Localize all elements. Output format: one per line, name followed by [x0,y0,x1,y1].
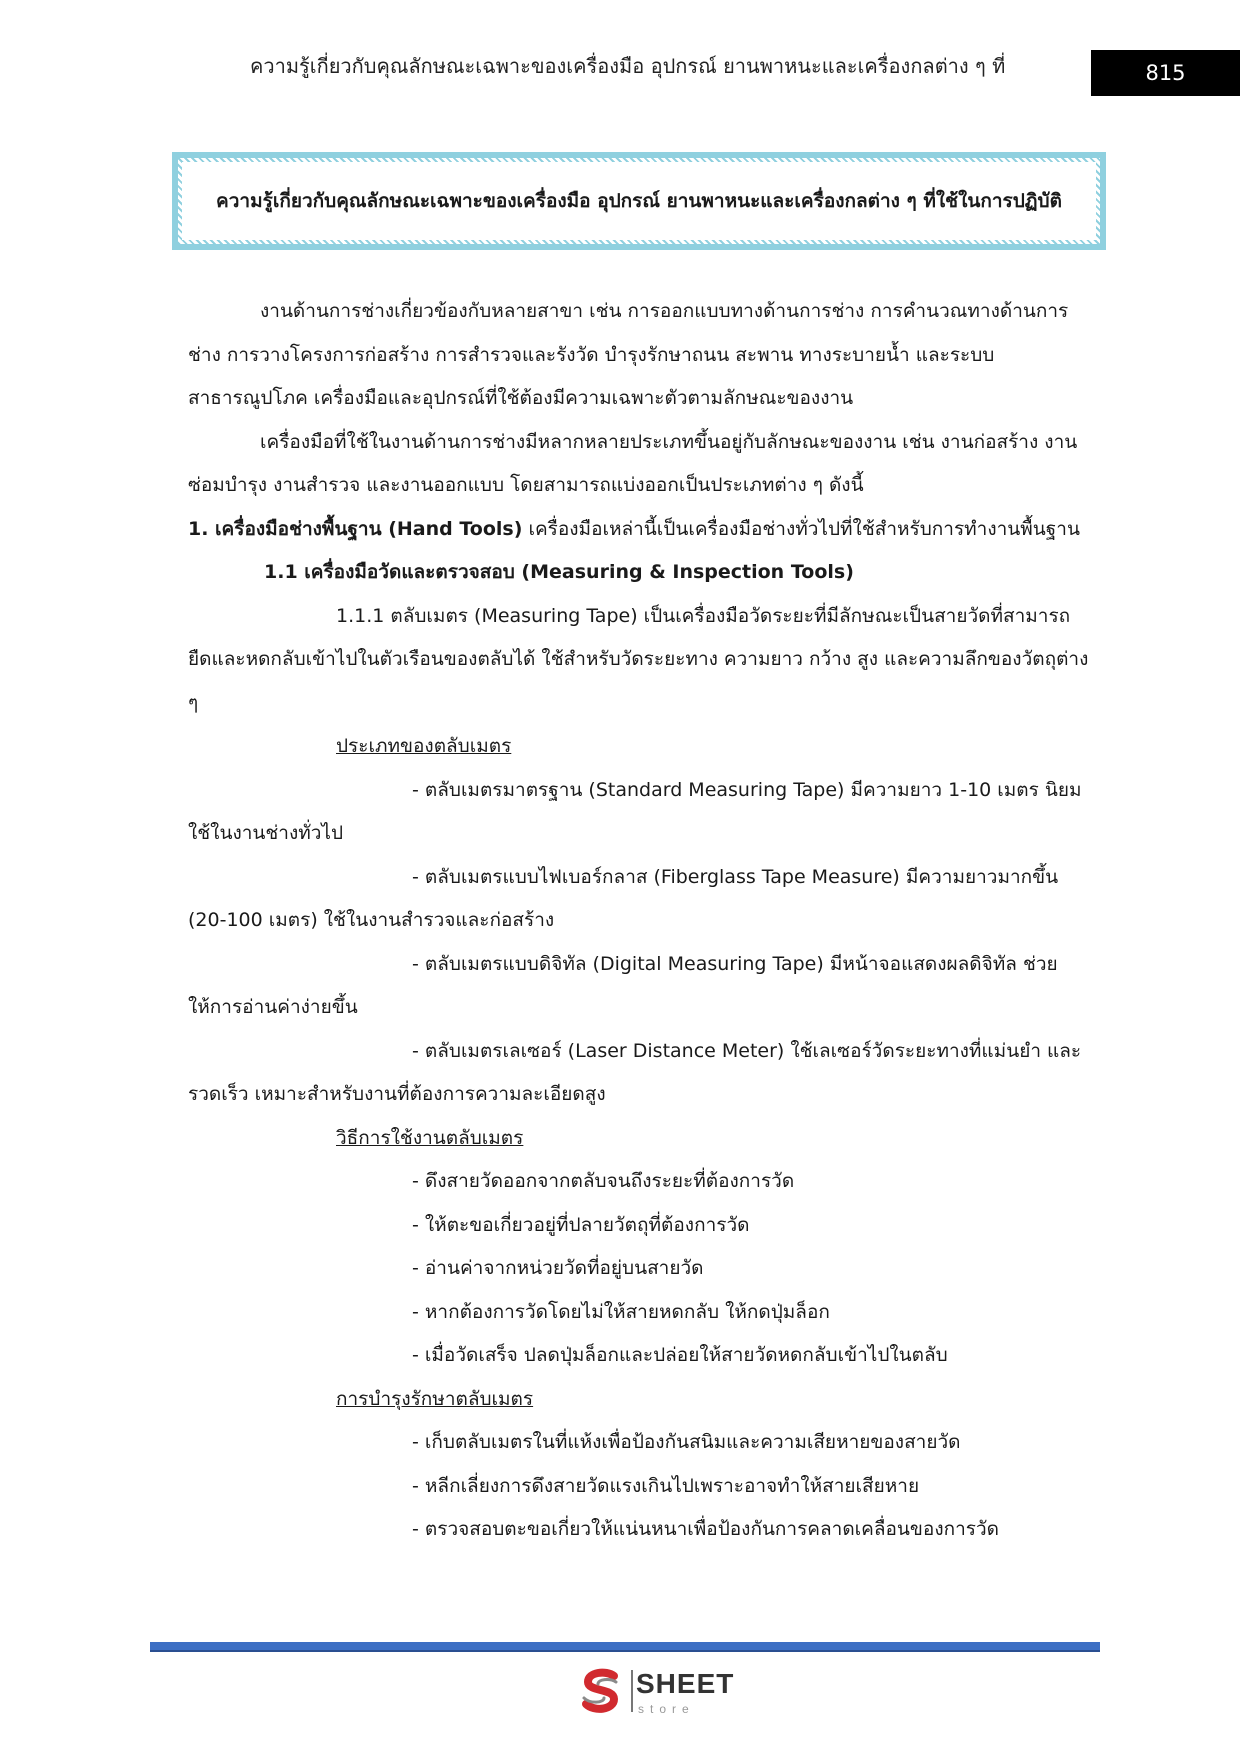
list-item: - ดึงสายวัดออกจากตลับจนถึงระยะที่ต้องการวัด [412,1170,795,1192]
types-heading-row [188,725,1090,769]
list-item: - เก็บตลับเมตรในที่แห้งเพื่อป้องกันสนิมและความเสียหายของสายวัด [412,1431,961,1453]
page-number: 815 [1091,50,1240,96]
logo-wordmark: SHEET [636,1668,735,1699]
footer-rule [150,1642,1100,1652]
list-item: - ตลับเมตรมาตรฐาน (Standard Measuring Tape) มีความยาว 1-10 เมตร นิยมใช้ในงานช่างทั่วไป [188,778,1082,844]
paragraph-intro-2: เครื่องมือที่ใช้ในงานด้านการช่างมีหลากหลายประเภทขึ้นอยู่กับลักษณะของงาน เช่น งานก่อสร้าง งานซ่อมบำรุง งานสำรวจ และงานออกแบบ โดยสามารถแบ่งออกเป็นประเภทต่าง ๆ ดังนี้ [188,430,1078,496]
running-header: ความรู้เกี่ยวกับคุณลักษณะเฉพาะของเครื่องมือ อุปกรณ์ ยานพาหนะและเครื่องกลต่าง ๆ ที่ [250,54,1006,78]
document-body [188,290,1090,1552]
list-item: - หากต้องการวัดโดยไม่ให้สายหดกลับ ให้กดปุ่มล็อก [412,1300,830,1323]
title-box [172,152,1106,250]
sheet-store-logo [576,1660,746,1720]
list-item: - เมื่อวัดเสร็จ ปลดปุ่มล็อกและปล่อยให้สายวัดหดกลับเข้าไปในตลับ [412,1344,948,1366]
maintenance-heading-row [188,1378,1090,1422]
list-item: - ตลับเมตรแบบไฟเบอร์กลาส (Fiberglass Tape Measure) มีความยาวมากขึ้น (20-100 เมตร) ใช้ในงานสำรวจและก่อสร้าง [188,865,1059,931]
logo-divider [631,1670,633,1712]
usage-heading: วิธีการใช้งานตลับเมตร [336,1126,524,1149]
list-item: - หลีกเลี่ยงการดึงสายวัดแรงเกินไปเพราะอาจทำให้สายเสียหาย [412,1474,920,1497]
types-heading: ประเภทของตลับเมตร [336,735,512,757]
section-1 [188,508,1090,552]
section-1-text: เครื่องมือเหล่านี้เป็นเครื่องมือช่างทั่วไปที่ใช้สำหรับการทำงานพื้นฐาน [522,517,1080,540]
section-1-1-heading: 1.1 เครื่องมือวัดและตรวจสอบ (Measuring & Inspection Tools) [264,561,854,583]
section-1-heading: 1. เครื่องมือช่างพื้นฐาน (Hand Tools) [188,517,523,540]
paragraph-intro-1: งานด้านการช่างเกี่ยวข้องกับหลายสาขา เช่น การออกแบบทางด้านการช่าง การคำนวณทางด้านการช่าง การวางโครงการก่อสร้าง การสำรวจและรังวัด บำรุงรักษาถนน สะพาน ทางระบายน้ำ และระบบสาธารณูปโภค เครื่องมือและอุปกรณ์ที่ใช้ต้องมีความเฉพาะตัวตามลักษณะของงาน [188,300,1069,409]
section-title: ความรู้เกี่ยวกับคุณลักษณะเฉพาะของเครื่องมือ อุปกรณ์ ยานพาหนะและเครื่องกลต่าง ๆ ที่ใช้ในการปฏิบัติ [182,162,1096,240]
list-item: - ตลับเมตรเลเซอร์ (Laser Distance Meter) ใช้เลเซอร์วัดระยะทางที่แม่นยำ และรวดเร็ว เหมาะสำหรับงานที่ต้องการความละเอียดสูง [188,1039,1082,1105]
list-item: - ให้ตะขอเกี่ยวอยู่ที่ปลายวัตถุที่ต้องการวัด [412,1213,750,1236]
list-item: - ตลับเมตรแบบดิจิทัล (Digital Measuring Tape) มีหน้าจอแสดงผลดิจิทัล ช่วยให้การอ่านค่าง่ายขึ้น [188,952,1058,1018]
usage-heading-row [188,1117,1090,1161]
sheet-s-logo-icon [576,1666,626,1716]
list-item: - ตรวจสอบตะขอเกี่ยวให้แน่นหนาเพื่อป้องกันการคลาดเคลื่อนของการวัด [412,1518,999,1540]
section-1-1-1-text: 1.1.1 ตลับเมตร (Measuring Tape) เป็นเครื่องมือวัดระยะที่มีลักษณะเป็นสายวัดที่สามารถยืดและหดกลับเข้าไปในตัวเรือนของตลับได้ ใช้สำหรับวัดระยะทาง ความยาว กว้าง สูง และความลึกของวัตถุต่าง ๆ [188,604,1089,714]
logo-subtext: store [638,1702,695,1716]
maintenance-heading: การบำรุงรักษาตลับเมตร [336,1387,534,1410]
list-item: - อ่านค่าจากหน่วยวัดที่อยู่บนสายวัด [412,1257,704,1279]
